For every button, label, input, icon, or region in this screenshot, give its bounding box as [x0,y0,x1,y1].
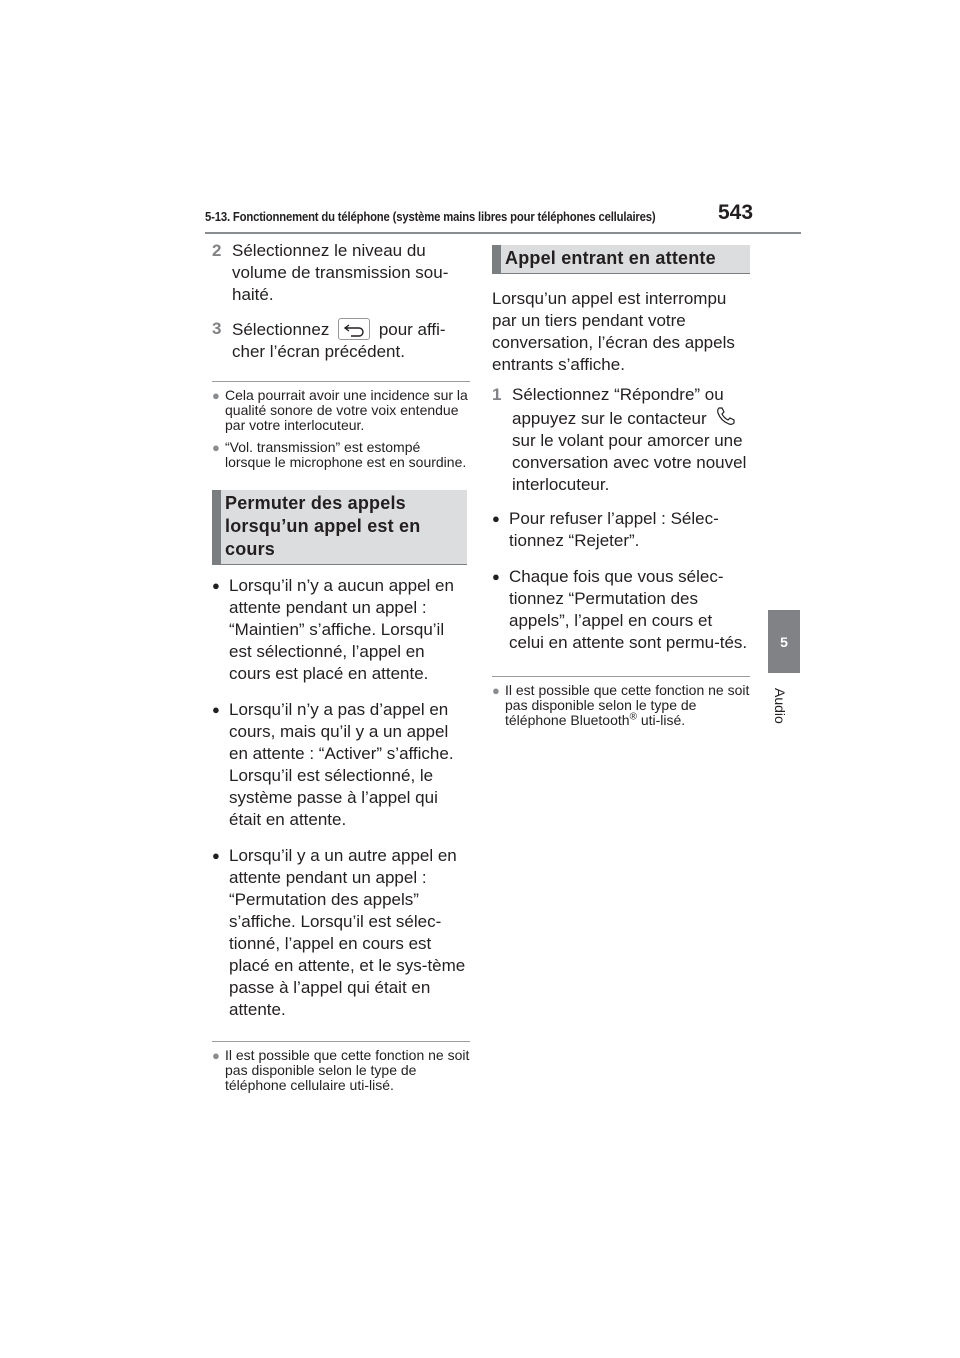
bullet-icon: ● [212,848,220,863]
chapter-tab[interactable] [768,610,800,673]
bullet-icon: ● [212,440,220,455]
page-number: 543 [718,201,754,224]
list-item: ● Lorsqu’il n’y a pas d’appel en cours, mais qu’il y a un appel en attente : “Activer” s’affiche. Lorsqu’il est sélectionné, le système passe à l’appel qui était en attente. [212,700,454,829]
list-item: ● Lorsqu’il n’y a aucun appel en attente pendant un appel : “Maintien” s’affiche. Lorsqu’il est sélectionné, l’appel en cours est placé en attente. [212,576,454,683]
registered-mark: ® [629,711,637,723]
step-text [232,318,470,363]
note-item: ● “Vol. transmission” est estompé lorsque le microphone est en sourdine. [212,439,467,470]
header-rule [205,232,801,234]
step-text [512,384,750,496]
chapter-label: Audio [772,688,788,724]
step-text-before: Sélectionnez [232,320,330,339]
bullet-icon: ● [212,578,220,593]
list-item: ● Lorsqu’il y a un autre appel en attente pendant un appel : “Permutation des appels” s’affiche. Lorsqu’il est sélec-tionné, l’appel en cours est placé en attente, et le sys-tème passe à l’appel qui était en attente. [212,846,466,1019]
step-number: 1 [492,385,502,404]
intro-paragraph: Lorsqu’un appel est interrompu par un tiers pendant votre conversation, l’écran des appels entrants s’affiche. [492,289,735,374]
section-title: 5-13. Fonctionnement du téléphone (système mains libres pour téléphones cellulaires) [205,209,656,224]
bullet-icon: ● [492,511,500,526]
step-text-before: Sélectionnez “Répondre” ou appuyez sur le contacteur [512,385,724,428]
note-item: ● Cela pourrait avoir une incidence sur la qualité sonore de votre voix entendue par votre interlocuteur. [212,387,468,433]
step-number: 2 [212,241,222,260]
bullet-icon: ● [212,702,220,717]
note-item: ● Il est possible que cette fonction ne soit pas disponible selon le type de téléphone Bluetooth® uti-lisé. [492,682,750,728]
note-item: ● Il est possible que cette fonction ne soit pas disponible selon le type de téléphone cellulaire uti-lisé. [212,1047,470,1093]
bullet-icon: ● [492,683,500,698]
chapter-number: 5 [780,633,788,650]
left-column [212,240,470,1100]
step-number: 3 [212,319,222,338]
step-2 [212,240,470,306]
note-block-bottom [212,1041,470,1093]
list-item: ● Chaque fois que vous sélec-tionnez “Permutation des appels”, l’appel en cours et celui en attente sont permu-tés. [492,567,748,652]
note-block-top [212,381,470,470]
note-block-right [492,676,750,728]
phone-icon [715,406,737,426]
section-heading-switch-calls: Permuter des appels lorsqu’un appel est en cours [212,490,467,565]
step-1 [492,384,750,496]
right-column [492,245,750,735]
back-arrow-icon [338,318,370,340]
bullet-icon: ● [212,1048,220,1063]
step-text: Sélectionnez le niveau du volume de transmission sou-haité. [232,241,449,304]
step-3 [212,318,470,363]
section-heading-call-waiting: Appel entrant en attente [492,245,750,274]
step-text-after: sur le volant pour amorcer une conversation avec votre nouvel interlocuteur. [512,431,747,494]
bullet-icon: ● [212,388,220,403]
step-text-after: pour affi-cher l’écran précédent. [232,320,446,361]
list-item: ● Pour refuser l’appel : Sélec-tionnez “Rejeter”. [492,509,719,550]
bullet-icon: ● [492,569,500,584]
